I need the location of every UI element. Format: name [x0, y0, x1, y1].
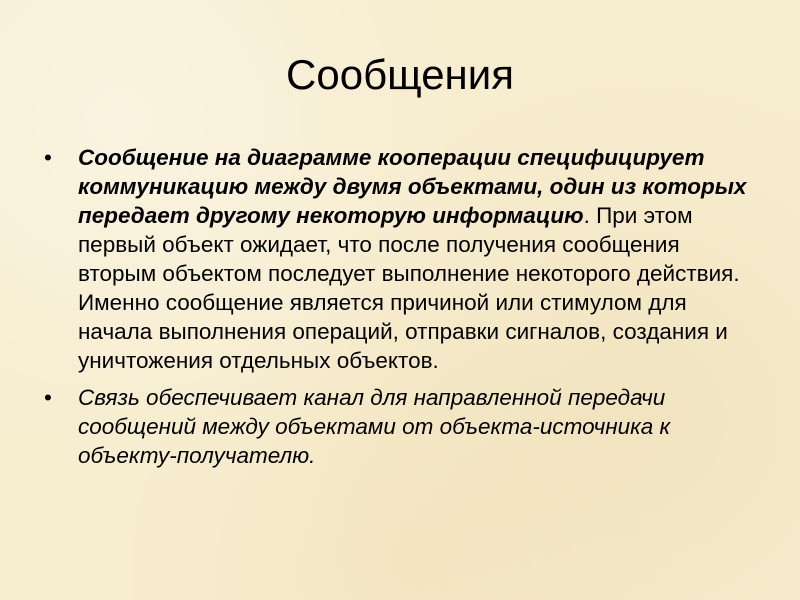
bullet-italic-text: Связь обеспечивает канал для направленной передачи сообщений между объектами от объекта-источника к объекту-получателю.	[78, 385, 671, 468]
slide-title: Сообщения	[286, 51, 514, 98]
bullet-item-messages	[44, 143, 764, 375]
bullet-marker: •	[44, 385, 52, 410]
bullet-list	[44, 143, 764, 470]
bullet-body-text: . При этом первый объект ожидает, что после получения сообщения вторым объектом последует выполнение некоторого действия. Именно сообщение является причиной или стимулом для начала выполнения операций, отправки сигналов, создания и уничтожения отдельных объектов.	[78, 203, 740, 373]
bullet-item-link	[44, 383, 764, 470]
bullet-emphasis-text: Сообщение на диаграмме кооперации специфицирует коммуникацию между двумя объектами, один из которых передает другому некоторую информацию	[78, 145, 747, 228]
bullet-marker: •	[44, 145, 52, 170]
